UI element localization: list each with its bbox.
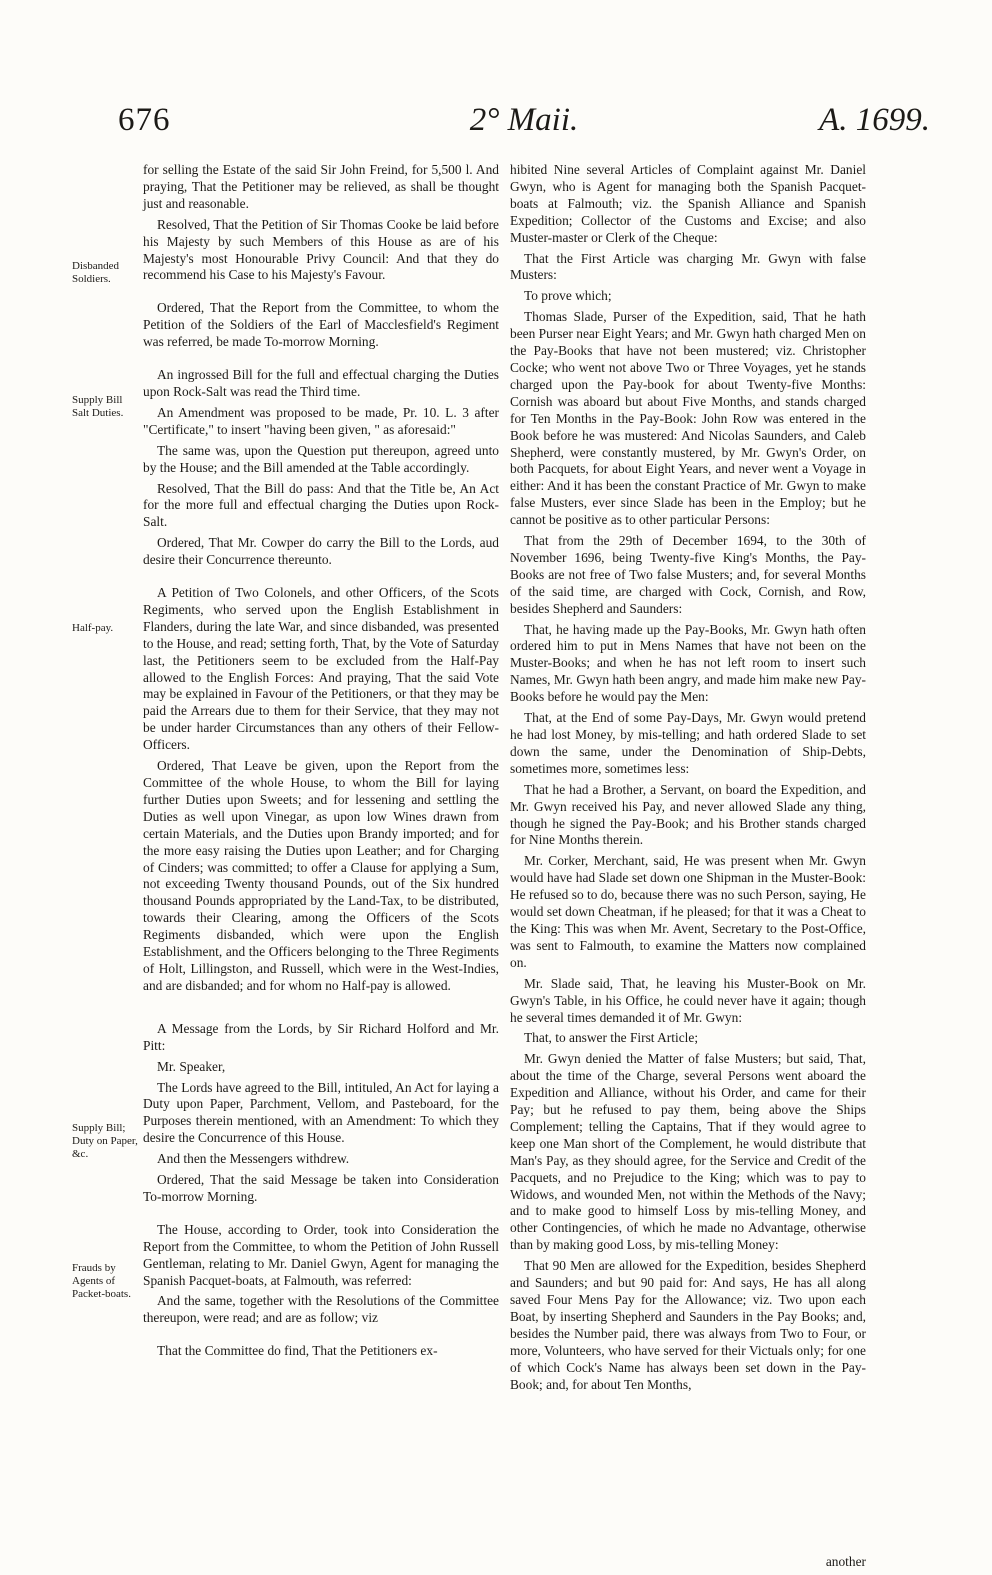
- paragraph: That, at the End of some Pay-Days, Mr. Gwyn would pretend he had lost Money, by mis-telling; and hath ordered Slade to set down the same, under the Denomination of Ship-Debts, sometimes more, sometimes less:: [510, 710, 866, 776]
- running-date: 2° Maii.: [469, 102, 579, 138]
- paragraph: Ordered, That the Report from the Committee, to whom the Petition of the Soldiers of the Earl of Macclesfield's Regiment was referred, be made To-morrow Morning.: [143, 300, 499, 350]
- paragraph: A Petition of Two Colonels, and other Officers, of the Scots Regiments, who served upon the English Establishment in Flanders, during the late War, and since disbanded, was presented to the House, and read; setting forth, That, by the Vote of Saturday last, the Petitioners seem to be excluded from the Half-Pay allowed to the English Forces: And praying, That the said Vote may be explained in Favour of the Petitioners, or that they may be paid the Arrears due to them for their Service, that they may not be under harder Circumstances than any others of their Fellow-Officers.: [143, 585, 499, 753]
- paragraph: Ordered, That the said Message be taken into Consideration To-morrow Morning.: [143, 1172, 499, 1204]
- margin-note: Supply Bill Salt Duties.: [72, 394, 124, 419]
- paragraph: That he had a Brother, a Servant, on board the Expedition, and Mr. Gwyn received his Pay, and never allowed Slade any thing, though he signed the Pay-Book; and his Brother stands charged for Nine Months therein.: [510, 781, 866, 848]
- paragraph: The Lords have agreed to the Bill, intituled, An Act for laying a Duty upon Paper, Parchment, Vellom, and Pasteboard, for the Purposes therein mentioned, with an Amendment: To which they desire the Concurrence of this House.: [143, 1079, 499, 1146]
- catchword: another: [825, 1554, 866, 1569]
- margin-note: Supply Bill; Duty on Paper, &c.: [72, 1122, 138, 1160]
- right-column: [510, 162, 866, 1397]
- paragraph: That, he having made up the Pay-Books, Mr. Gwyn hath often ordered him to put in Mens Names that have not been on the Muster-Books; and when he has not left room to insert such Names, Mr. Gwyn hath been angry, and made him make new Pay-Books before he would pay the Men:: [510, 621, 866, 705]
- paragraph: A Message from the Lords, by Sir Richard Holford and Mr. Pitt:: [143, 1020, 499, 1053]
- paragraph: hibited Nine several Articles of Complaint against Mr. Daniel Gwyn, who is Agent for managing both the Spanish Pacquet-boats at Falmouth; viz. the Spanish Alliance and Spanish Expedition; Collector of the Customs and Excise; and also Muster-master or Clerk of the Cheque:: [510, 162, 866, 245]
- paragraph: Ordered, That Leave be given, upon the Report from the Committee of the whole House, to whom the Bill for laying further Duties upon Sweets; and for lessening and settling the Duties as well upon Vinegar, as upon low Wines drawn from certain Materials, and the Duties upon Brandy imported; and for the more easy raising the Duties upon Leather; and for Charging of Cinders; was committed; to offer a Clause for applying a Sum, not exceeding Twenty thousand Pounds, out of the Six hundred thousand Pounds appropriated by the Land-Tax, to be distributed, towards their Clearing, among the Officers of the Scots Regiments disbanded, which were upon the English Establishment, and the Officers belonging to the Three Regiments of Holt, Lillingston, and Russell, which were in the West-Indies, and are disbanded; and for whom no Half-pay is allowed.: [143, 758, 499, 993]
- paragraph: The House, according to Order, took into Consideration the Report from the Committee, to whom the Petition of John Russell Gentleman, relating to Mr. Daniel Gwyn, Agent for managing the Spanish Pacquet-boats, at Falmouth, was referred:: [143, 1221, 499, 1288]
- paragraph: Thomas Slade, Purser of the Expedition, said, That he hath been Purser near Eight Years; and Mr. Gwyn hath charged Men on the Pay-Books that have not been mustered; viz. Christopher Cocke; who went not above Two or Three Voyages, yet he stands charged upon the Pay-book for about Twenty-five Months: Cornish was aboard but about Five Months, and stands charged for Ten Months in the Pay-Book: John Row was entered in the Book before he was mustered: And Nicolas Saunders, and Caleb Shepherd, were constantly mustered, by Mr. Gwyn's Order, on both Pacquets, for about Eight Years, and never went a Voyage in either: And it has been the constant Practice of Mr. Gwyn to make false Musters, ever since Slade has been in the Employ; but he cannot be positive as to other particular Persons:: [510, 309, 866, 528]
- paragraph: That 90 Men are allowed for the Expedition, besides Shepherd and Saunders; and but 90 paid for: And says, He has all along saved Four Mens Pay for the Allowance; viz. Two upon each Boat, by inserting Shepherd and Saunders in the Pay Books; and, besides the Number paid, there was always from Two to Four, or more, Volunteers, who have served for their Victuals only; for one of which Cock's Name has always been set down in the Pay-Book; and, for about Ten Months,: [510, 1258, 866, 1392]
- paragraph: Mr. Slade said, That, he leaving his Muster-Book on Mr. Gwyn's Table, in his Office, he could never have it again; though he several times demanded it of Mr. Gwyn:: [510, 975, 866, 1025]
- paragraph: That the Committee do find, That the Petitioners ex-: [157, 1343, 438, 1359]
- paragraph: for selling the Estate of the said Sir John Freind, for 5,500 l. And praying, That the Petitioner may be relieved, as shall be thought just and reasonable.: [143, 162, 499, 211]
- paragraph: To prove which;: [524, 288, 612, 304]
- paragraph: Ordered, That Mr. Cowper do carry the Bill to the Lords, aud desire their Concurrence thereunto.: [143, 535, 499, 568]
- margin-note: Half-pay.: [72, 622, 114, 634]
- paragraph: That from the 29th of December 1694, to the 30th of November 1696, being Twenty-five King's Months, the Pay-Books are not free of Two false Musters; and, for several Months of the said time, are charged with Cock, Cornish, and Row, besides Shepherd and Saunders:: [510, 533, 866, 616]
- paragraph: And then the Messengers withdrew.: [157, 1151, 350, 1167]
- paragraph: And the same, together with the Resolutions of the Committee thereupon, were read; and are as follow; viz: [143, 1293, 499, 1326]
- margin-note: Disbanded Soldiers.: [72, 260, 120, 285]
- running-year: A. 1699.: [819, 102, 930, 138]
- paragraph: An Amendment was proposed to be made, Pr. 10. L. 3 after "Certificate," to insert "having been given, " as aforesaid:": [143, 404, 499, 437]
- paragraph: The same was, upon the Question put thereupon, agreed unto by the House; and the Bill amended at the Table accordingly.: [143, 442, 499, 475]
- left-column: [143, 162, 499, 1364]
- paragraph: Mr. Corker, Merchant, said, He was present when Mr. Gwyn would have had Slade set down one Shipman in the Muster-Book: He refused so to do, because there was no such Person, saying, He would set down Cheatman, if he pleased; for that it was a Cheat to the King: This was when Mr. Avent, Secretary to the Post-Office, was sent to Falmouth, to examine the Matters now complained on.: [510, 853, 866, 970]
- page-number: 676: [118, 102, 171, 138]
- paragraph: Resolved, That the Bill do pass: And that the Title be, An Act for the more full and effectual charging the Duties upon Rock-Salt.: [143, 480, 499, 530]
- paragraph: An ingrossed Bill for the full and effectual charging the Duties upon Rock-Salt was read the Third time.: [143, 367, 499, 399]
- paragraph: Resolved, That the Petition of Sir Thomas Cooke be laid before his Majesty by such Members of this House as are of his Majesty's most Honourable Privy Council: And that they do recommend his Case to his Majesty's Favour.: [143, 216, 499, 283]
- margin-note: Frauds by Agents of Packet-boats.: [72, 1262, 131, 1300]
- paragraph: Mr. Speaker,: [157, 1058, 226, 1074]
- paragraph: That the First Article was charging Mr. Gwyn with false Musters:: [510, 250, 866, 283]
- page-header: [118, 102, 930, 152]
- paragraph: Mr. Gwyn denied the Matter of false Musters; but said, That, about the time of the Charge, several Persons went aboard the Expedition and Alliance, without his Order, and came for their Pay; but he refused to pay them, being above the Ships Complement; telling the Captains, That if they would agree to keep one Man short of the Complement, he would distribute that Man's Pay, as they should agree, for the Service and Credit of the Pacquets, and no Prejudice to the King; which was to pay to Widows, and wounded Men, not within the Methods of the Navy; and to make good to himself Loss by mis-telling Money, and other Contingencies, of which he made no Advantage, otherwise than by making good Loss, by mis-telling Money:: [510, 1051, 866, 1253]
- paragraph: That, to answer the First Article;: [524, 1030, 699, 1046]
